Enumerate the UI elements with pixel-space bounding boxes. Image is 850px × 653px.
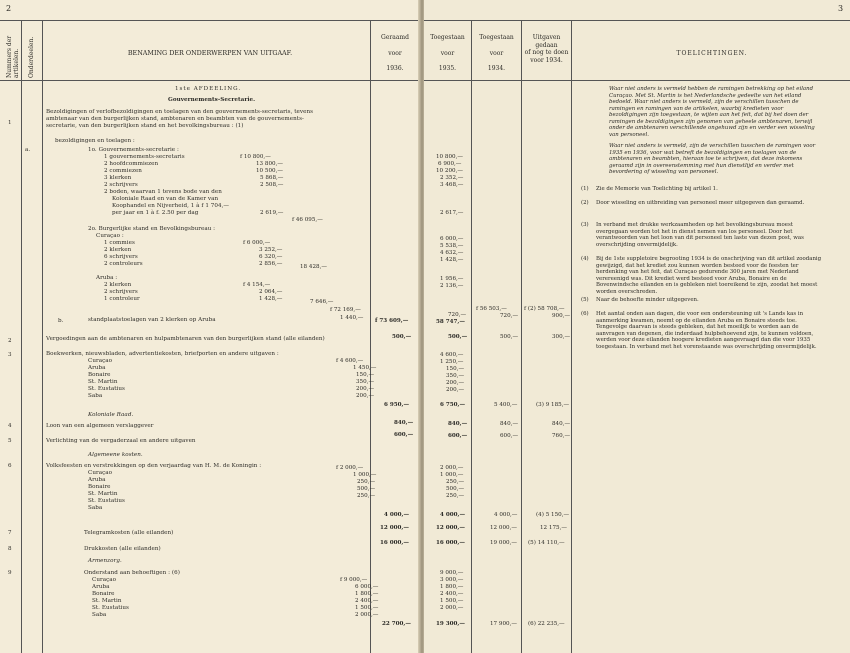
amount: 2 400,— (355, 598, 379, 604)
amount: 1 800,— (355, 591, 379, 597)
article-total: 12 000,— (380, 525, 409, 531)
uitgaven-nog: of nog te doen (524, 49, 569, 56)
amount: 7 646,— (310, 299, 334, 305)
line-item: 1 gouvernements-secretaris (104, 154, 185, 160)
rule (0, 20, 420, 21)
article-text: secretarie, van den burgerlijken stand en het bevolkingsbureau : (1) (46, 123, 244, 129)
amount: 5 868,— (260, 175, 284, 181)
amount: 1 428,— (259, 296, 283, 302)
amount: 10 800,— (436, 154, 463, 160)
line-item: St. Eustatius (92, 605, 129, 611)
toegestaan-voor: voor (440, 49, 455, 57)
amount: (4) 5 150,— (536, 512, 570, 518)
line-item: 1 controleur (104, 296, 140, 302)
amount: 2 000,— (440, 465, 464, 471)
amount: f 56 503,— (476, 306, 507, 312)
amount: 600,— (500, 433, 519, 439)
article-text: Vergoedingen aan de ambtenaren en hulpambtenaren van den burgerlijken stand (alle eilanden) (46, 336, 325, 342)
amount: 3 252,— (259, 247, 283, 253)
part-label: a. (25, 147, 31, 153)
amount: f (2) 58 708,— (524, 306, 565, 312)
note-number: (4) (581, 256, 589, 262)
note-number: (1) (581, 186, 589, 192)
line-item: St. Eustatius (88, 386, 125, 392)
amount: 1 440,— (340, 315, 364, 321)
article-text: ambtenaar van den burgerlijken stand, ambtenaren en beambten van de gouvernements- (46, 116, 304, 122)
amount: 6 900,— (438, 161, 462, 167)
amount: f 9 000,— (340, 577, 368, 583)
amount: 5 400,— (494, 402, 518, 408)
amount: 2 064,— (259, 289, 283, 295)
amount: 4 000,— (440, 512, 466, 518)
article-text: Drukkosten (alle eilanden) (84, 546, 161, 552)
amount: 720,— (500, 313, 519, 319)
line-item: 2 schrijvers (104, 182, 138, 188)
line-item: St. Eustatius (88, 498, 125, 504)
line-item: 2 commiezen (104, 168, 142, 174)
amount: 16 000,— (436, 540, 465, 546)
amount: 200,— (356, 393, 375, 399)
line-item: Aruba (88, 477, 106, 483)
rule (424, 20, 850, 21)
article-number: 8 (8, 546, 12, 552)
note-number: (6) (581, 311, 589, 317)
amount: 2 619,— (260, 210, 284, 216)
amount: 19 300,— (436, 621, 465, 627)
amount: 12 000,— (490, 525, 517, 531)
article-number: 9 (8, 570, 12, 576)
rule (370, 20, 371, 653)
amount: 840,— (448, 421, 468, 427)
header-onderdeelen: Onderdeelen. (28, 36, 35, 78)
line-item: 2 controleurs (104, 261, 143, 267)
rule (42, 20, 43, 653)
line-item: 2 boden, waarvan 1 tevens bode van den (104, 189, 222, 195)
line-item: Koloniale Raad en van de Kamer van (112, 196, 219, 202)
amount: 150,— (356, 372, 375, 378)
article-total: 16 000,— (380, 540, 409, 546)
line-item: Bonaire (92, 591, 115, 597)
section-title: Gouvernements-Secretarie. (168, 97, 256, 103)
uitgaven-year: voor 1934. (530, 56, 563, 64)
amount: 4 000,— (494, 512, 518, 518)
line-item: 3 klerken (104, 175, 132, 181)
group-title: 2o. Burgerlijke stand en Bevolkingsbureau : (88, 226, 216, 232)
article-text: Bezoldigingen of verlofbezoldigingen en toelagen van den gouvernements-secretaris, tevens (46, 109, 314, 115)
rule (21, 20, 22, 653)
left-page (0, 0, 420, 653)
amount: 350,— (356, 379, 375, 385)
amount: 1 500,— (355, 605, 379, 611)
line-item: Bonaire (88, 484, 111, 490)
note: Naar de behoefte minder uitgegeven. (596, 297, 699, 303)
article-text: Verlichting van de vergaderzaal en andere uitgaven (46, 438, 196, 444)
amount: 250,— (357, 493, 376, 499)
toegestaan-voor: voor (489, 49, 504, 57)
afdeeling: 1ste AFDEELING. (175, 86, 242, 92)
amount: 12 175,— (540, 525, 567, 531)
amount: (6) 22 235,— (528, 621, 565, 627)
toegestaan-label: Toegestaan (479, 34, 514, 41)
article-number: 1 (8, 120, 12, 126)
article-number: 7 (8, 530, 12, 536)
header-toelichtingen: TOELICHTINGEN. (676, 50, 748, 57)
amount: 1 000,— (440, 472, 464, 478)
article-number: 2 (8, 338, 12, 344)
amount: 3 000,— (440, 577, 464, 583)
amount: 6 750,— (440, 402, 466, 408)
line-item: Curaçao (88, 470, 113, 476)
amount: 2 400,— (440, 591, 464, 597)
amount: 600,— (448, 433, 468, 439)
line-item: 6 schrijvers (104, 254, 138, 260)
article-text: Volksfeesten en verstrekkingen op den verjaardag van H. M. de Koningin : (46, 463, 262, 469)
amount: 2 000,— (355, 612, 379, 618)
part-label: b. (58, 318, 64, 324)
geraamd-year: 1936. (386, 65, 404, 72)
note-number: (2) (581, 200, 589, 206)
amount: 500,— (500, 334, 519, 340)
group-title: 1o. Gouvernements-secretarie : (88, 147, 179, 153)
uitgaven-label: Uitgaven (532, 34, 561, 41)
amount: 300,— (552, 334, 571, 340)
amount: 13 800,— (256, 161, 283, 167)
line-item: Bonaire (88, 372, 111, 378)
amount: 250,— (446, 493, 465, 499)
amount: 250,— (357, 479, 376, 485)
header-benaming: BENAMING DER ONDERWERPEN VAN UITGAAF. (127, 49, 293, 57)
line-item: per jaar en 1 à f. 2.50 per dag (112, 210, 199, 216)
rule (471, 20, 472, 653)
section-title: Armenzorg. (88, 558, 122, 564)
amount: 350,— (446, 373, 465, 379)
note: Zie de Memorie van Toelichting bij artikel 1. (596, 186, 718, 192)
line-item: 1 commies (104, 240, 135, 246)
line-item: Saba (92, 612, 107, 618)
article-total: 500,— (392, 334, 412, 340)
line-item: 2 hoofdcommiezen (104, 161, 159, 167)
amount: 18 428,— (300, 264, 327, 270)
amount: 12 000,— (436, 525, 465, 531)
line-item: St. Martin (88, 379, 118, 385)
rule (424, 80, 850, 81)
amount: f 46 095,— (292, 217, 323, 223)
amount: 10 500,— (256, 168, 283, 174)
geraamd-voor: voor (388, 49, 402, 57)
amount: 2 352,— (440, 175, 464, 181)
amount: 1 250,— (440, 359, 464, 365)
page-number-left: 2 (6, 4, 12, 13)
amount: (3) 9 185,— (536, 402, 570, 408)
section-title: Algemeene kosten. (88, 452, 143, 458)
header-geraamd (372, 34, 418, 73)
amount: 1 450,— (353, 365, 377, 371)
amount: 2 136,— (440, 283, 464, 289)
article-text: Telegramkosten (alle eilanden) (84, 530, 174, 536)
note: Bij de 1ste suppletoire begrooting 1934 is de onschrijving van dit artikel zoodanig gewijzigd, dat het krediet zou kunnen worden besteed voor de feesten ter herdenking van het feit, dat Curaçao gedurende 300 jaren met Nederland verereenigd was. Dit krediet werd besteed voor Aruba, Bonaire en de Bovenwindsche eilanden en is gebleken niet toereikend te zijn, zoodat het moest worden overschreden. (596, 256, 822, 295)
header-nummers: Nummers der artikelen. (6, 35, 20, 78)
amount: 6 000,— (440, 236, 464, 242)
article-total: 22 700,— (382, 621, 411, 627)
amount: 200,— (356, 386, 375, 392)
amount: 2 856,— (259, 261, 283, 267)
toegestaan-year: 1935. (438, 65, 457, 72)
line-item: 2 klerken (104, 247, 132, 253)
amount: 17 900,— (490, 621, 517, 627)
amount: 900,— (552, 313, 571, 319)
part-text: bezoldigingen en toelagen : (55, 138, 135, 144)
amount: 9 000,— (440, 570, 464, 576)
amount: f 10 800,— (240, 154, 271, 160)
amount: 4 632,— (440, 250, 464, 256)
line-item: 2 schrijvers (104, 289, 138, 295)
line-item: Curaçao (88, 358, 113, 364)
amount: 6 320,— (259, 254, 283, 260)
article-text: Onderstand aan behoeftigen : (6) (84, 570, 180, 576)
amount: (5) 14 110,— (528, 540, 565, 546)
rule (521, 20, 522, 653)
note: Door wisseling en uitbreiding van personeel meer uitgegeven dan geraamd. (596, 200, 805, 206)
amount: 1 500,— (440, 598, 464, 604)
amount: 6 000,— (355, 584, 379, 590)
line-item: 2 klerken (104, 282, 132, 288)
amount: f 6 000,— (243, 240, 271, 246)
article-text: Loon van een algemeen verslaggever (46, 423, 154, 429)
amount: 720,— (448, 312, 467, 318)
part-text: standplaatstoelagen van 2 klerken op Aruba (88, 317, 216, 323)
line-item: St. Martin (88, 491, 118, 497)
article-total: 6 950,— (384, 402, 410, 408)
note-intro: Waar niet anders is vermeld, zijn de verschillen tusschen de ramingen voor 1935 en 1936, voor wat betreft de bezoldigingen en toelagen van de ambtenaren en beambten, hieraan toe te schrijven, dat deze inkomens geraamd zijn in overeenstemming met hun dienstlijd en verder met bevordering of wisseling van personeel. (609, 143, 816, 175)
article-total: 600,— (394, 432, 414, 438)
page-number-right: 3 (838, 4, 844, 13)
amount: 1 800,— (440, 584, 464, 590)
line-item: St. Martin (92, 598, 122, 604)
amount: 200,— (446, 380, 465, 386)
uitgaven-gedaan: gedaan (535, 41, 558, 49)
line-item: Koophandel en Nijverheid, 1 à f 1 704,— (112, 203, 230, 209)
amount: 1 000,— (353, 472, 377, 478)
header-uitgaven (522, 34, 571, 64)
rule (571, 20, 572, 653)
amount: f 4 154,— (243, 282, 271, 288)
amount: 10 200,— (436, 168, 463, 174)
amount: 840,— (500, 421, 519, 427)
line-item: Saba (88, 393, 103, 399)
note-intro: Waar niet anders is vermeld hebben de ramingen betrekking op het eiland Curaçao. Met St. Martin is het Nederlandsche gedeelte van het eiland bedoeld. Waar niet anders is vermeld, zijn de verschillen tusschen de ramingen en ramingen van de artikelen, waarbij kredieten voor bezoldigingen zijn toegestaan, te wijten aan het feit, dat bij het doen der ramingen de bezoldigingen zijn genomen van geheele ambtenaren, terwijl onder de ambtenaren verschillende ongehuwd zijn en verder een wisseling van personeel. (609, 86, 815, 138)
amount: 150,— (446, 366, 465, 372)
amount: 2 617,— (440, 210, 464, 216)
amount: 1 428,— (440, 257, 464, 263)
section-title: Koloniale Raad. (88, 412, 134, 418)
article-text: Boekwerken, nieuwsbladen, advertentiekosten, briefporten en andere uitgaven : (46, 351, 279, 357)
line-item: Saba (88, 505, 103, 511)
amount: 250,— (446, 479, 465, 485)
geraamd-label: Geraamd (381, 34, 409, 41)
toegestaan-year: 1934. (487, 65, 506, 72)
line-item: Curaçao (92, 577, 117, 583)
amount: 500,— (448, 334, 468, 340)
amount: 19 000,— (490, 540, 517, 546)
line-item: Aruba (88, 365, 106, 371)
amount: 4 600,— (440, 352, 464, 358)
note-number: (3) (581, 222, 589, 228)
header-toegestaan-1935 (424, 34, 471, 73)
article-total: 4 000,— (384, 512, 410, 518)
amount: 760,— (552, 433, 571, 439)
right-page (424, 0, 850, 653)
article-number: 3 (8, 352, 12, 358)
amount: 3 468,— (440, 182, 464, 188)
amount: 500,— (357, 486, 376, 492)
group-subtitle: Curaçao : (96, 233, 124, 239)
amount: f 4 600,— (336, 358, 364, 364)
amount: 5 538,— (440, 243, 464, 249)
amount: 2 000,— (440, 605, 464, 611)
amount: 58 747,— (436, 319, 465, 325)
toegestaan-label: Toegestaan (430, 34, 465, 41)
note: In verband met drukke werkzaamheden op het bevolkingsbureau moest overgegaan worden tot het in dienst nemen van los personeel. Door het verantwoorden van het loon van dit personeel ten laste van dezen post, was overschrijding onvermijdelijk. (596, 222, 804, 248)
rule (0, 80, 420, 81)
amount: 200,— (446, 387, 465, 393)
header-toegestaan-1934 (472, 34, 521, 73)
note: Het aantal onden aan dagen, die voor een ondersteuning uit 's Lands kas in aanmerking kwamen, neemt op de eilanden Aruba en Bonaire steeds toe. Tengevolge daarvan is steeds gebleken, dat het moeilijk te worden aan de aanvragen van degenen, die inderdaad hulpbehoevend zijn, te kunnen voldoen, werden voor deze eilanden hoogere kredieten aangevraagd dan die voor 1935 toegestaan. In verband met het vorenstaande was overschrijding onvermijdelijk. (596, 311, 817, 350)
group-subtitle: Aruba : (96, 275, 118, 281)
article-total: f 73 609,— (375, 318, 409, 324)
amount: 500,— (446, 486, 465, 492)
article-number: 6 (8, 463, 12, 469)
amount: 1 956,— (440, 276, 464, 282)
article-total: 840,— (394, 420, 414, 426)
article-number: 5 (8, 438, 12, 444)
note-number: (5) (581, 297, 589, 303)
amount: f 72 169,— (330, 307, 361, 313)
line-item: Aruba (92, 584, 110, 590)
amount: f 2 000,— (336, 465, 364, 471)
amount: 840,— (552, 421, 571, 427)
amount: 2 508,— (260, 182, 284, 188)
article-number: 4 (8, 423, 12, 429)
